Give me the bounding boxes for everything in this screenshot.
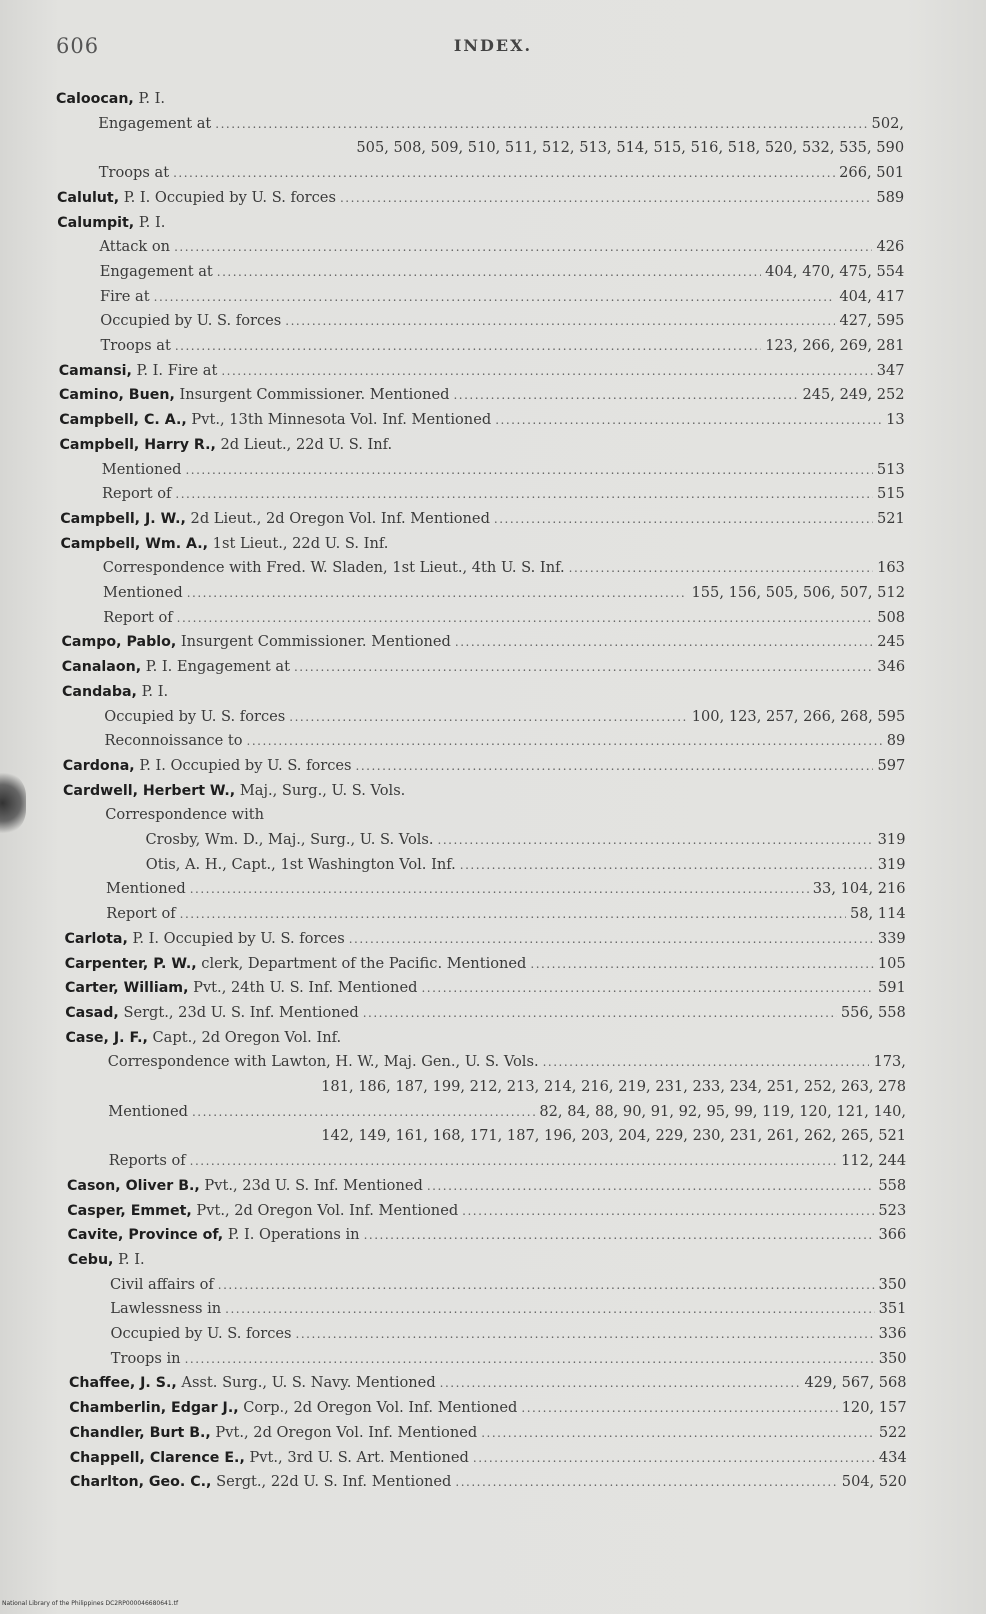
entry-heading: Case, J. F., [65, 1029, 148, 1046]
entry-pages: 319 [877, 855, 906, 873]
index-entry [98, 111, 904, 136]
index-entry [70, 1445, 907, 1470]
entry-pages: 105 [877, 954, 906, 972]
entry-heading: Carlota, [64, 930, 128, 947]
index-entry [99, 160, 904, 185]
index-entry [62, 654, 905, 679]
entry-pages: 350 [878, 1349, 907, 1367]
entry-subject: Pvt., 23d U. S. Inf. Mentioned [199, 1176, 423, 1194]
leader-dots [530, 952, 873, 977]
entry-text [103, 605, 172, 630]
entry-pages: 336 [878, 1325, 907, 1342]
entry-pages: 522 [878, 1423, 907, 1441]
entry-text [70, 1445, 469, 1471]
index-entry [59, 358, 905, 383]
entry-heading: Chamberlin, Edgar J., [69, 1400, 239, 1417]
index-entry [65, 926, 906, 951]
entry-pages: 266, 501 [839, 164, 905, 182]
leader-dots [173, 161, 835, 186]
entry-text [146, 852, 456, 877]
leader-dots [438, 828, 874, 853]
entry-pages: 426 [876, 238, 905, 256]
entry-text [110, 1296, 221, 1321]
entry-text [63, 753, 352, 779]
leader-dots [473, 1446, 875, 1471]
entry-pages: 89 [886, 732, 906, 750]
entry-subject: 1st Lieut., 22d U. S. Inf. [208, 534, 389, 552]
entry-text [59, 358, 218, 384]
entry-text [60, 432, 393, 458]
entry-subject: Pvt., 2d Oregon Vol. Inf. Mentioned [191, 1201, 459, 1219]
index-entry [66, 1025, 906, 1050]
index-entry [68, 1222, 907, 1247]
entry-subject: Pvt., 3rd U. S. Art. Mentioned [244, 1448, 469, 1466]
entry-text [110, 1272, 214, 1297]
leader-dots [174, 235, 872, 260]
leader-dots [543, 1050, 870, 1075]
entry-text [57, 185, 336, 211]
entry-subject: Occupied by U. S. forces [104, 707, 286, 725]
leader-dots [462, 1199, 874, 1224]
entry-heading: Chappell, Clarence E., [69, 1449, 245, 1466]
entry-text [108, 1099, 188, 1124]
entry-text [106, 901, 175, 926]
index-entry [56, 86, 904, 111]
leader-dots [192, 1100, 535, 1125]
entry-subject: Otis, A. H., Capt., 1st Washington Vol. Inf. [145, 855, 456, 873]
entry-subject: Occupied by U. S. forces [100, 312, 282, 330]
entry-heading: Cavite, Province of, [67, 1227, 224, 1244]
entry-pages: 427, 595 [839, 312, 905, 330]
entry-subject: Corp., 2d Oregon Vol. Inf. Mentioned [238, 1399, 518, 1417]
entry-subject: Pvt., 24th U. S. Inf. Mentioned [188, 979, 418, 997]
index-entry [100, 234, 905, 259]
entry-text [56, 86, 165, 112]
index-entry [102, 457, 905, 482]
entry-pages: 556, 558 [840, 1003, 906, 1021]
index-entry [57, 210, 904, 235]
leader-dots [285, 309, 835, 334]
entry-text [70, 1420, 478, 1446]
running-head: INDEX. [453, 36, 533, 55]
entry-heading: Campbell, J. W., [60, 510, 186, 527]
entry-pages: 100, 123, 257, 266, 268, 595 [691, 707, 906, 725]
leader-dots [495, 408, 882, 433]
entry-pages: 350 [878, 1275, 907, 1293]
entry-heading: Camansi, [58, 362, 132, 379]
index-entry [60, 432, 905, 457]
entry-pages: 351 [878, 1300, 907, 1318]
entry-pages: 319 [877, 831, 906, 848]
index-entry [60, 506, 905, 531]
entry-heading: Campbell, Wm. A., [60, 535, 209, 552]
entry-text [70, 1469, 451, 1495]
entry-subject: Lawlessness in [110, 1300, 222, 1318]
entry-text [68, 1222, 360, 1248]
entry-text [109, 1148, 186, 1173]
entry-subject: Mentioned [108, 1102, 188, 1120]
index-entry [104, 704, 905, 729]
entry-subject: P. I. Occupied by U. S. forces [134, 756, 352, 774]
entry-text [67, 1173, 423, 1199]
leader-dots [185, 458, 872, 483]
index-entry [70, 1420, 907, 1445]
leader-dots [455, 630, 873, 655]
leader-dots [215, 112, 867, 137]
index-entry [106, 876, 906, 901]
entry-text [99, 160, 169, 185]
index-entry [65, 951, 906, 976]
index-entry [105, 728, 906, 753]
leader-dots [363, 1001, 837, 1026]
entry-subject: Engagement at [98, 114, 212, 132]
entry-pages: 515 [876, 485, 905, 503]
entry-pages: 504, 520 [841, 1473, 907, 1491]
entry-heading: Cebu, [67, 1251, 114, 1268]
entry-heading: Carter, William, [65, 980, 189, 997]
index-entry [67, 1198, 906, 1223]
entry-pages: 120, 157 [841, 1399, 907, 1417]
entry-heading: Canalaon, [61, 659, 142, 676]
entry-text [63, 778, 405, 804]
leader-dots [427, 1174, 875, 1199]
index-continuation-line: 181, 186, 187, 199, 212, 213, 214, 216, 219, 231, 233, 234, 251, 252, 263, 278 [321, 1078, 906, 1095]
index-entry [65, 1000, 906, 1025]
entry-subject: Maj., Surg., U. S. Vols. [235, 781, 406, 799]
index-entry [68, 1247, 907, 1272]
entry-subject: P. I. [113, 1250, 145, 1268]
entry-pages: 33, 104, 216 [812, 880, 906, 898]
entry-pages: 347 [876, 361, 905, 379]
entry-subject: Reports of [108, 1152, 186, 1170]
entry-subject: Mentioned [103, 584, 183, 601]
entry-pages: 339 [877, 929, 906, 947]
entry-subject: P. I. [136, 682, 169, 700]
entry-text [62, 654, 290, 680]
page-number: 606 [56, 34, 100, 58]
leader-dots [225, 1297, 874, 1322]
leader-dots [455, 1470, 837, 1495]
index-continuation-line: 142, 149, 161, 168, 171, 187, 196, 203, 204, 229, 230, 231, 261, 262, 265, 521 [321, 1127, 907, 1145]
entry-heading: Charlton, Geo. C., [70, 1474, 212, 1491]
entry-heading: Calumpit, [57, 214, 135, 231]
entry-subject: Crosby, Wm. D., Maj., Surg., U. S. Vols. [145, 831, 434, 848]
entry-subject: P. I. Operations in [223, 1226, 360, 1244]
entry-subject: Fire at [100, 287, 150, 305]
entry-subject: P. I. Engagement at [141, 658, 290, 676]
entry-pages: 404, 470, 475, 554 [765, 262, 905, 280]
index-continuation-line: 505, 508, 509, 510, 511, 512, 513, 514, 515, 516, 518, 520, 532, 535, 590 [356, 139, 905, 157]
leader-dots [349, 927, 874, 952]
leader-dots [294, 655, 873, 680]
index-entry [111, 1321, 907, 1346]
entry-subject: 2d Lieut., 2d Oregon Vol. Inf. Mentioned [185, 509, 490, 527]
index-entry [62, 679, 905, 704]
entry-text [68, 1247, 145, 1273]
entry-heading: Camino, Buen, [59, 387, 175, 404]
entry-pages: 173, [873, 1053, 906, 1071]
entry-subject: Troops at [100, 337, 171, 354]
entry-pages: 591 [877, 979, 906, 997]
entry-heading: Candaba, [62, 683, 137, 700]
entry-pages: 589 [876, 188, 905, 206]
entry-pages: 523 [878, 1201, 907, 1219]
entry-subject: clerk, Department of the Pacific. Mentioned [196, 954, 527, 972]
entry-subject: P. I. Occupied by U. S. forces [127, 929, 345, 947]
entry-text [108, 1049, 539, 1074]
entry-text [101, 333, 171, 358]
entry-text [66, 1025, 342, 1051]
leader-dots [185, 1347, 875, 1372]
entry-heading: Cardona, [62, 757, 135, 774]
index-entry [105, 802, 905, 827]
entry-text [65, 1000, 358, 1026]
leader-dots [190, 1149, 837, 1174]
entry-subject: Asst. Surg., U. S. Navy. Mentioned [176, 1374, 436, 1392]
entry-subject: Insurgent Commissioner. Mentioned [176, 633, 451, 651]
leader-dots [175, 334, 761, 359]
leader-dots [177, 606, 874, 631]
index-entry [70, 1469, 907, 1494]
entry-pages: 155, 156, 505, 506, 507, 512 [691, 584, 905, 601]
leader-dots [296, 1322, 875, 1347]
entry-text [61, 531, 389, 557]
leader-dots [217, 260, 761, 285]
leader-dots [364, 1223, 875, 1248]
entry-pages: 513 [876, 460, 905, 478]
entry-pages: 245 [877, 633, 906, 651]
scan-footer: National Library of the Philippines DC2RP000046680641.tf [2, 1600, 179, 1607]
index-entry [57, 185, 904, 210]
entry-pages: 434 [878, 1448, 907, 1466]
entry-text [103, 580, 183, 605]
index-entry [106, 901, 905, 926]
entry-text [59, 382, 449, 408]
entry-pages: 123, 266, 269, 281 [765, 337, 905, 354]
entry-subject: Engagement at [99, 262, 213, 280]
leader-dots [187, 581, 688, 606]
leader-dots [440, 1371, 801, 1396]
index-entry [67, 1173, 906, 1198]
index-entry [101, 333, 905, 358]
entry-heading: Casad, [65, 1004, 119, 1021]
index-entry [62, 629, 906, 654]
entry-subject: Report of [103, 608, 173, 626]
entry-pages: 82, 84, 88, 90, 91, 92, 95, 99, 119, 120, 121, 140, [539, 1102, 907, 1120]
entry-pages: 346 [877, 658, 906, 676]
entry-text [98, 111, 211, 136]
entry-pages: 502, [871, 114, 905, 132]
index-entry [111, 1346, 907, 1371]
leader-dots [218, 1273, 875, 1298]
entry-heading: Campo, Pablo, [61, 634, 177, 651]
leader-dots [190, 877, 809, 902]
index-entry [103, 580, 905, 605]
index-entry [100, 284, 904, 309]
entry-text [100, 234, 171, 259]
entry-text [111, 1346, 181, 1371]
index-entry [69, 1370, 907, 1395]
index-entry [69, 1395, 906, 1420]
entry-subject: Correspondence with Fred. W. Sladen, 1st Lieut., 4th U. S. Inf. [102, 559, 565, 577]
entry-subject: Capt., 2d Oregon Vol. Inf. [147, 1028, 342, 1046]
entry-heading: Calulut, [57, 189, 120, 206]
entry-pages: 521 [876, 509, 905, 527]
leader-dots [460, 853, 874, 878]
index-entry [61, 531, 905, 556]
entry-pages: 366 [878, 1226, 907, 1244]
entry-text [106, 876, 186, 901]
index-entry [108, 1049, 906, 1074]
index-entry [103, 605, 905, 630]
entry-pages: 245, 249, 252 [802, 386, 905, 404]
index-entry [65, 975, 906, 1000]
entry-text [105, 728, 243, 753]
entry-pages: 58, 114 [849, 905, 906, 923]
index-entry [109, 1148, 906, 1173]
entry-heading: Casper, Emmet, [67, 1202, 192, 1219]
entry-text [67, 1198, 458, 1224]
index-entry [100, 308, 904, 333]
entry-text [104, 704, 285, 729]
entry-subject: 2d Lieut., 22d U. S. Inf. [215, 435, 393, 453]
leader-dots [247, 729, 883, 754]
entry-text [65, 975, 417, 1001]
index-entry [100, 259, 905, 284]
entry-subject: Reconnoissance to [104, 732, 243, 750]
index-entry [59, 382, 905, 407]
entry-subject: Correspondence with Lawton, H. W., Maj. Gen., U. S. Vols. [107, 1053, 539, 1071]
entry-subject: P. I. Occupied by U. S. forces [119, 188, 336, 206]
entry-heading: Campbell, C. A., [59, 412, 187, 429]
entry-heading: Carpenter, P. W., [64, 955, 197, 972]
leader-dots [521, 1396, 837, 1421]
index-entry [59, 407, 904, 432]
entry-pages: 112, 244 [841, 1152, 907, 1170]
entry-subject: Sergt., 23d U. S. Inf. Mentioned [118, 1003, 359, 1021]
entry-pages: 558 [878, 1176, 907, 1194]
leader-dots [453, 383, 798, 408]
entry-subject: Pvt., 13th Minnesota Vol. Inf. Mentioned [186, 411, 492, 429]
entry-subject: P. I. [134, 213, 166, 231]
entry-text [100, 308, 281, 333]
leader-dots [356, 754, 874, 779]
index-entry [63, 778, 905, 803]
entry-subject: Occupied by U. S. forces [110, 1325, 292, 1342]
entry-pages: 163 [877, 559, 905, 577]
entry-heading: Caloocan, [56, 91, 134, 107]
index-entry [103, 555, 905, 580]
entry-text [65, 951, 527, 977]
entry-text [62, 679, 168, 705]
entry-subject: Report of [106, 905, 176, 923]
entry-text [146, 827, 434, 852]
entry-pages: 13 [886, 411, 905, 429]
leader-dots [289, 705, 687, 730]
entry-pages: 429, 567, 568 [804, 1374, 907, 1392]
leader-dots [175, 482, 873, 507]
entry-text [102, 457, 182, 482]
entry-heading: Chandler, Burt B., [69, 1424, 211, 1441]
entry-pages: 404, 417 [839, 287, 905, 305]
index-entry [146, 827, 906, 852]
index-entry [110, 1272, 906, 1297]
entry-subject: Mentioned [101, 460, 182, 478]
entry-heading: Chaffee, J. S., [69, 1375, 177, 1392]
index-entry [63, 753, 906, 778]
entry-subject: Pvt., 2d Oregon Vol. Inf. Mentioned [210, 1423, 478, 1441]
leader-dots [481, 1421, 875, 1446]
leader-dots [569, 556, 873, 581]
entry-heading: Campbell, Harry R., [59, 436, 216, 453]
entry-text [69, 1370, 436, 1396]
leader-dots [221, 359, 872, 384]
entry-text [100, 284, 150, 309]
entry-subject: Attack on [99, 238, 171, 256]
entry-subject: Civil affairs of [110, 1275, 214, 1293]
entry-text [60, 506, 490, 532]
leader-dots [180, 902, 846, 927]
entry-subject: Sergt., 22d U. S. Inf. Mentioned [211, 1473, 452, 1491]
entry-subject: P. I. [133, 90, 166, 107]
entry-subject: Correspondence with [105, 806, 265, 824]
leader-dots [421, 976, 874, 1001]
thumb-shadow [0, 770, 26, 836]
entry-subject: Report of [102, 485, 172, 503]
entry-text [100, 259, 213, 284]
entry-text [111, 1321, 292, 1346]
index-entry [110, 1296, 906, 1321]
entry-text [65, 926, 345, 952]
entry-text [59, 407, 491, 433]
entry-text [103, 555, 565, 580]
entry-subject: P. I. Fire at [131, 361, 218, 379]
entry-heading: Cason, Oliver B., [67, 1177, 200, 1194]
entry-text [57, 210, 165, 236]
index-entry [102, 481, 905, 506]
entry-subject: Troops in [110, 1349, 181, 1367]
leader-dots [154, 285, 836, 310]
entry-heading: Cardwell, Herbert W., [63, 782, 236, 799]
entry-text [105, 802, 264, 827]
entry-text [102, 481, 171, 506]
entry-text [69, 1395, 517, 1421]
entry-text [62, 629, 451, 655]
entry-subject: Mentioned [106, 880, 186, 898]
entry-pages: 597 [877, 756, 906, 774]
entry-subject: Troops at [98, 164, 170, 182]
leader-dots [494, 507, 873, 532]
leader-dots [340, 186, 872, 211]
entry-subject: Insurgent Commissioner. Mentioned [174, 386, 450, 404]
index-entry [146, 852, 906, 877]
entry-pages: 508 [877, 608, 906, 626]
index-entry [108, 1099, 906, 1124]
